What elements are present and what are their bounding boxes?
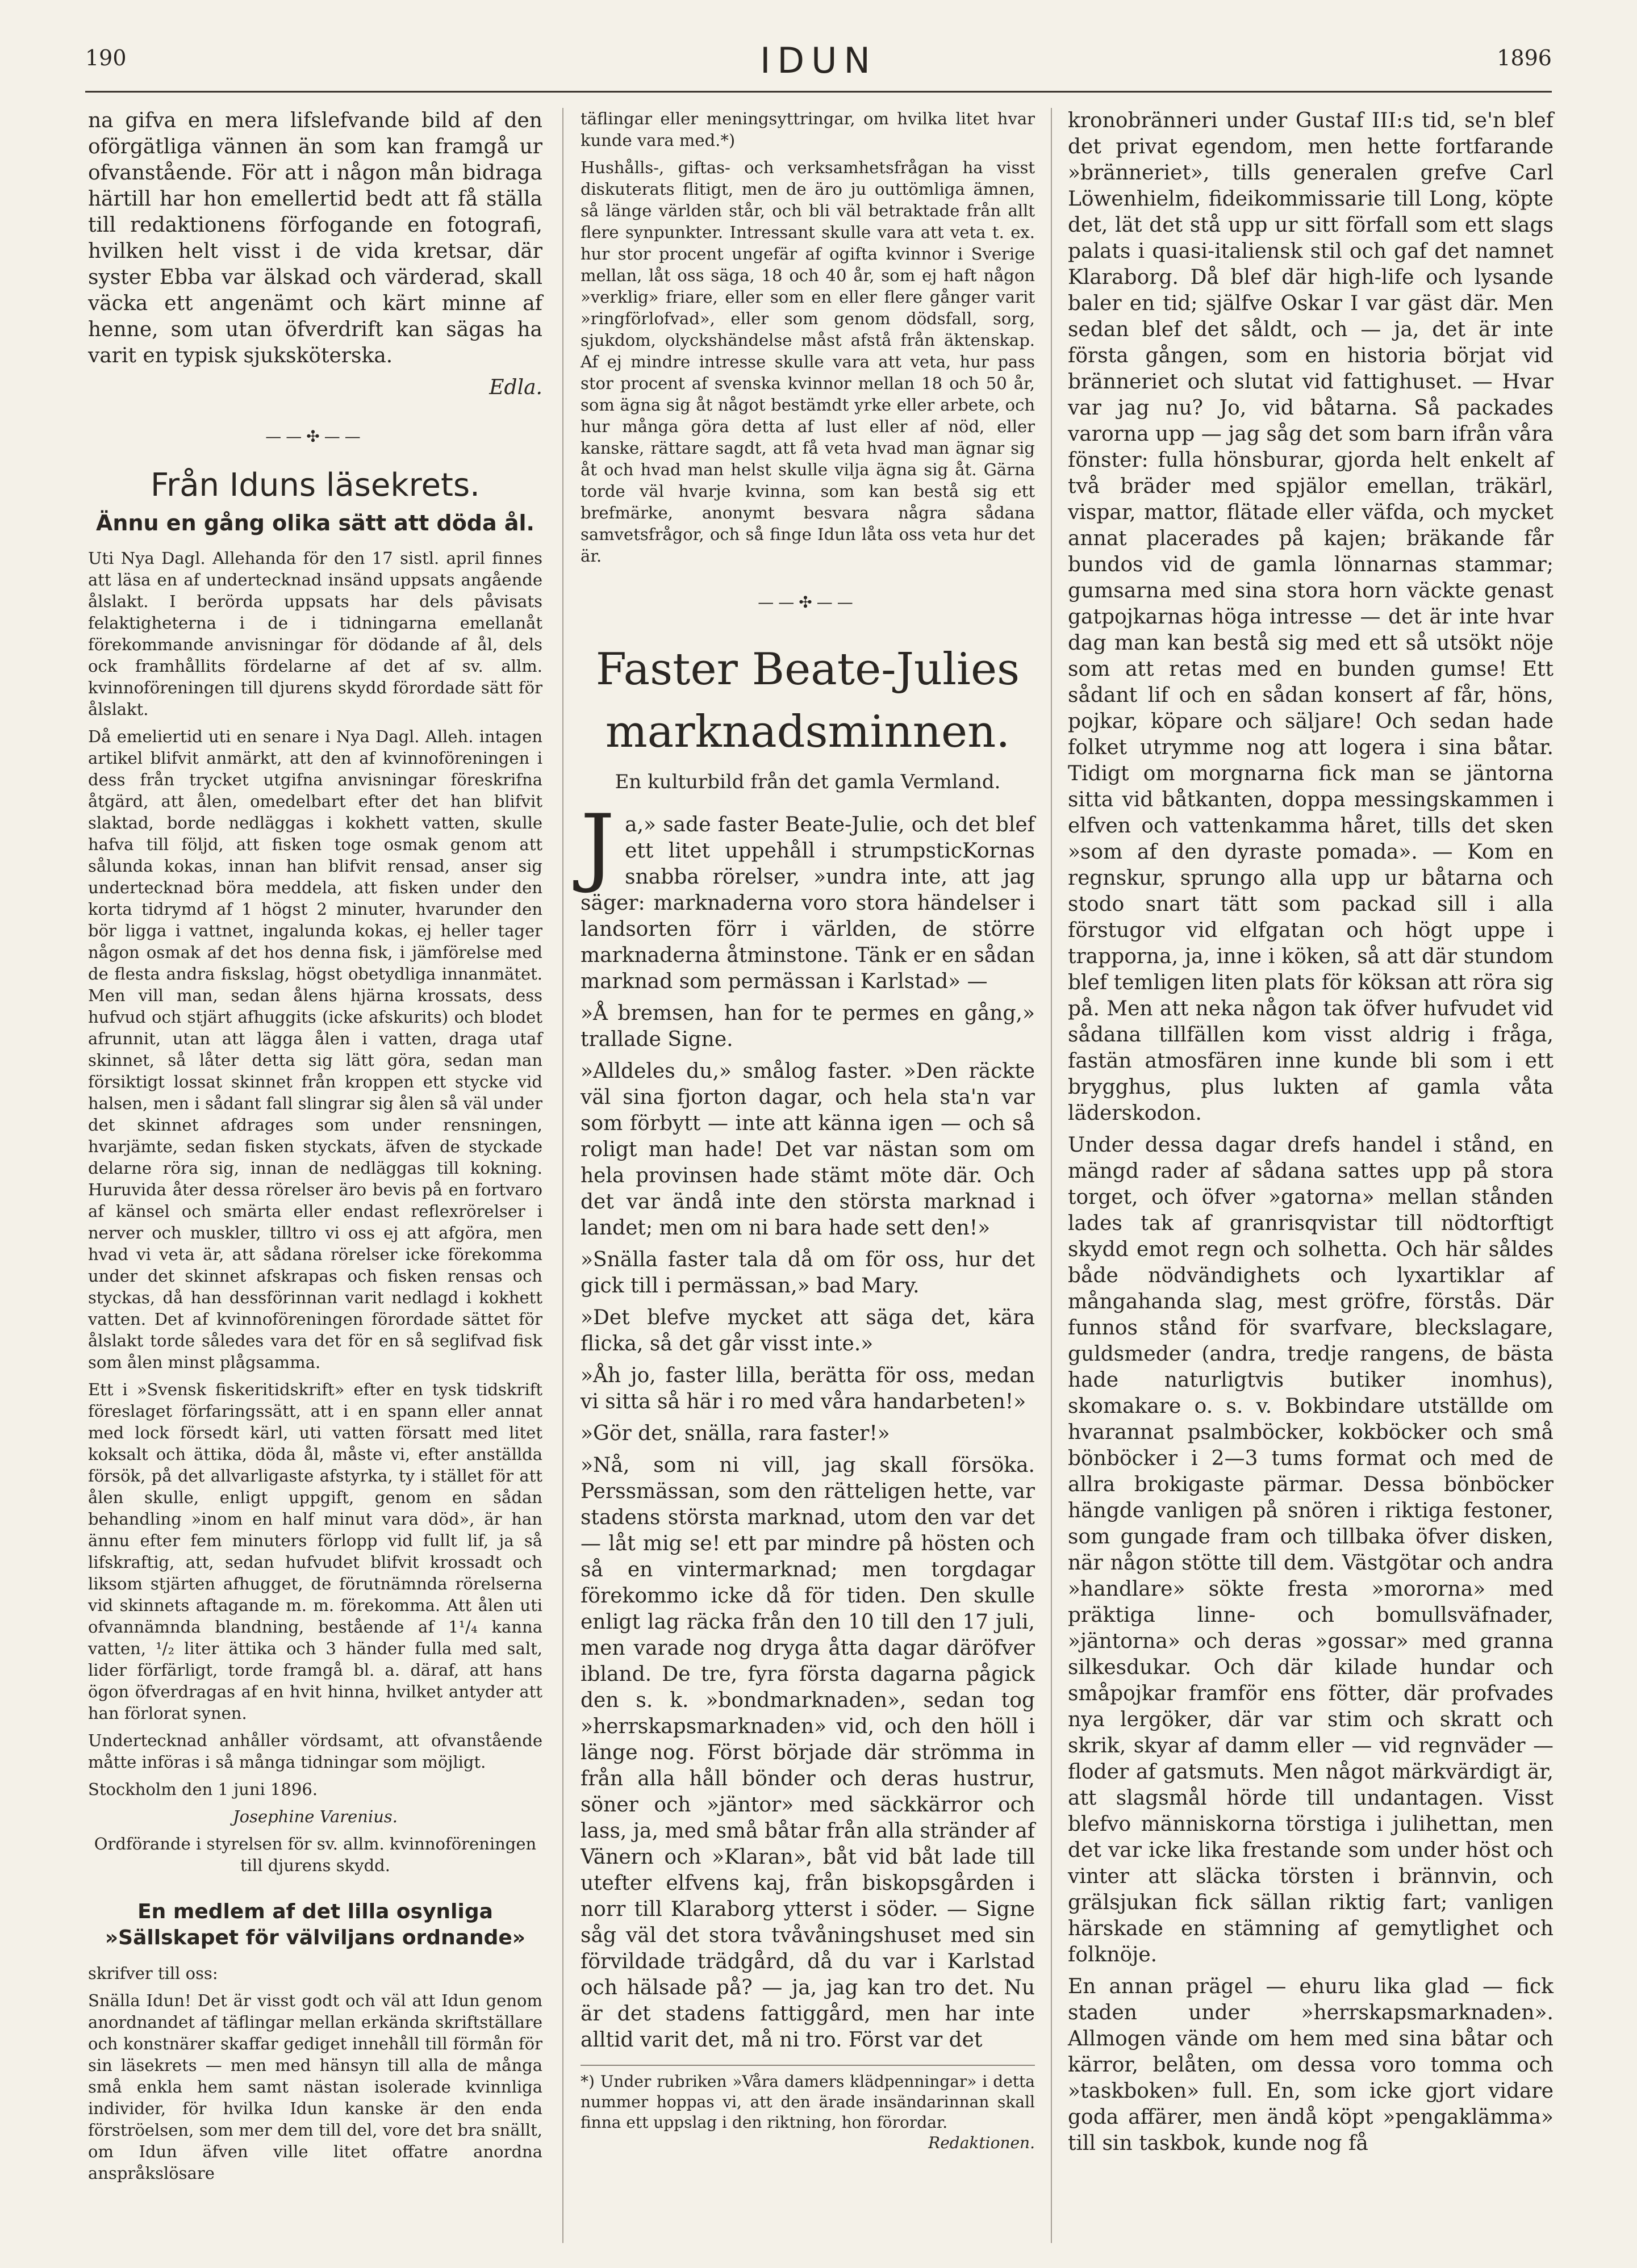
page-number: 190 [85,45,127,70]
year: 1896 [1497,45,1552,70]
section-title: Från Iduns läsekrets. [151,467,480,504]
story-title-line: Faster Beate-Julies [595,644,1020,695]
paragraph: »Gör det, snälla, rara faster!» [581,1422,890,1445]
signature-role: Ordförande i styrelsen för sv. allm. kvinnoföreningen till djurens skydd. [94,1834,537,1875]
column-divider [562,108,563,2243]
paragraph: skrifver till oss: [88,1964,218,1983]
paragraph: Då emeliertid uti en senare i Nya Dagl. Alleh. intagen artikel blifvit anmärkt, att den af kvinnoföreningen i dess från trycket utgifna anvisningar föreskrifna åtgärd, att ålen, omedelbart efter det han blifvit slaktad, borde nedläggas i kokhett vatten, skulle hafva till följd, att fisken toge osmak genom att sålunda kokas, innan han blifvit rensad, anser sig undertecknad böra meddela, att fisken under den korta tidrymd af 1 högst 2 minuter, hvarunder den bör ligga i vattnet, ingalunda kokas, ej heller tager någon osmak af det hos denna fisk, i jämförelse med de flesta andra fiskslag, högst obetydliga innanmätet. Men vill man, sedan ålens hjärna krossats, dess hufvud och stjärt afhuggits (icke afskurits) och blodet afrunnit, utan att lägga ålen i vatten, draga utaf skinnet, så låter detta sig lätt göra, sedan man försiktigt lossat skinnet från kroppen ett stycke vid halsen, men i sådant fall slingrar sig ålen så väl under det skinnet afdrages som under rensningen, hvarjämte, sedan fisken styckats, äfven de styckade delarne röra sig, innan de nedläggas till kokning. Huruvida åter dessa rörelser äro bevis på en fortvaro af känsel och smärta eller endast reflexrörelser i nerver och muskler, tilltro vi oss ej att afgöra, men hvad vi veta är, att sådana rörelser icke förekomma under det skinnet afskrapas och fisken rensas och styckas, då han dessförinnan varit nedlagd i kokhett vatten. Det af kvinnoföreningen förordade sättet för ålslakt torde således vara det för en så seglifvad fisk som ålen minst plågsamma. [88,727,542,1372]
paragraph: Snälla Idun! Det är visst godt och väl att Idun genom anordnandet af täflingar mellan erkända skriftställare och konstnärer skaffar gediget innehåll till förmån för sin läsekrets — men med hänsyn till alla de många små enkla hem samt nästan isolerade kvinnliga individer, för hvilka Idun kanske är den enda förströelsen, som mer dem till del, vore det bra snällt, om Idun äfven ville litet offatre anordna anspråkslösare [88,1991,542,2183]
drop-cap: J [581,797,615,896]
footnote-signature: Redaktionen. [928,2133,1035,2152]
paragraph: »Åh jo, faster lilla, berätta för oss, medan vi sitta så här i ro med våra handarbeten!» [581,1364,1035,1413]
header-rule [85,91,1552,93]
paragraph: na gifva en mera lifslefvande bild af den oförgätliga vännen än som kan framgå ur ofvanstående. För att i någon mån bidraga härtill har hon emellertid bedt att få ställa till redaktionens förfogande en fotografi, hvilken helt visst i de vida kretsar, där syster Ebba var älskad och värderad, skall väcka ett angenämt och kärt minne af henne, som utan öfverdrift kan sägas ha varit en typisk sjuksköterska. [88,109,542,367]
divider: ——✣—— [758,593,858,612]
paragraph: »Å bremsen, han for te permes en gång,» trallade Signe. [581,1002,1035,1051]
page-header [85,40,1552,91]
left-column [88,108,542,2190]
paragraph: täflingar eller meningsyttringar, om hvilka litet hvar kunde vara med.*) [581,109,1035,150]
paragraph: kronobränneri under Gustaf III:s tid, se'n blef det privat egendom, men hette fortfarande »bränneriet», tills generalen grefve Carl Löwenhielm, fideikommissarie till Long, köpte det, lät det stå upp ur sitt förfall som ett slags palats i quasi-italiensk stil och gaf det namnet Klaraborg. Då blef där high-life och lysande baler en tid; själfve Oskar I var gäst där. Men sedan blef det såldt, och — ja, det är inte första gången, som en historia börjat vid bränneriet och slutat vid fattighuset. — Hvar var jag nu? Jo, vid båtarna. Så packades varorna upp — jag såg det som barn ifrån våra fönster: fulla hönsburar, gjorda helt enkelt af två bräder med spjälor emellan, träkärl, vispar, mattor, flätade eller väfda, och mycket annat placerades på kajen; bräkande får bundos vid de gamla lönnarnas stammar; gumsarna med sina stora horn väckte genast gatpojkarnas höga intresse — det är inte hvar dag man kan bestå sig med ett så utsökt nöje som att retas med en bunden gumse! Ett sådant lif och en sådan konsert af får, höns, pojkar, köpare och säljare! Och sedan hade folket utrymme nog att logera i sina båtar. Tidigt om morgnarna fick man se jäntorna sitta vid båtkanten, doppa messingskammen i elfven och vattenkamma håret, tills det sken »som af den dyraste pomada». — Kom en regnskur, sprungo alla upp ur båtarna och stodo snart tätt som packad sill i alla förstugor vid elfgatan och högt uppe i trapporna, ja, inne i köken, så att där stundom blef temligen liten plats för köksan att röra sig på. Men att neka någon tak öfver hufvudet vid sådana tillfällen kom visst aldrig i fråga, fastän atmosfären inne kunde bli som i ett brygghus, plus lukten af gamla våta läderskodon. [1068,109,1554,1125]
story-subtitle: En kulturbild från det gamla Vermland. [615,771,1001,793]
paragraph: Under dessa dagar drefs handel i stånd, en mängd rader af sådana sattes upp på stora torget, och öfver »gatorna» mellan stånden lades tak af granrisqvistar till nödtorftigt skydd emot regn och solhetta. Och här såldes både nödvändighets och lyxartiklar af mångahanda slag, mest gröfre, förstås. Där funnos stånd för svarfvare, bleckslagare, guldsmeder (andra, tredje rangens, de bästa hade naturligtvis butiker inomhus), skomakare o. s. v. Bokbindare utställde om hvarannat psalmböcker, kokböcker och små bönböcker i 2—3 tums format och med de allra brokigaste pärmar. Dessa bönböcker hängde vanligen på snören i riktiga festoner, som gungade fram och tillbaka öfver disken, när någon stötte till dem. Västgötar och andra »handlare» sökte fresta »mororna» med präktiga linne- och bomullsväfnader, »jäntorna» och deras »gossar» med granna silkesdukar. Och där kilade hundar och småpojkar framför ens fötter, där profvades nya lergöker, där var stim och skratt och skrik, skyar af damm eller — vid regnväder — floder af gatsmuts. Men något märkvärdigt är, att slagsmål hörde till undantagen. Visst blefvo människorna törstiga i julihettan, men det var icke lika frestande som under höst och vinter att släcka törsten i brännvin, och grälsjukan fick sällan riktig fart; vanligen härskade en stämning af gemytlighet och folknöje. [1068,1133,1554,1966]
divider: ——✣—— [265,427,365,446]
column-divider [1051,108,1052,2243]
paragraph [581,797,1035,995]
footnote [581,2065,1035,2152]
paragraph: Uti Nya Dagl. Allehanda för den 17 sistl. april finnes att läsa en af undertecknad insänd uppsats angående ålslakt. I berörda uppsats har dels påvisats felaktigheterna i de i tidningarna emellanåt förekommande anvisningar för dödande af ål, dels ock framhållits fördelarne af det af sv. allm. kvinnoföreningen till djurens skydd förordade sätt för ålslakt. [88,549,542,719]
paragraph: »Snälla faster tala då om för oss, hur det gick till i permässan,» bad Mary. [581,1248,1035,1298]
paragraph-text: a,» sade faster Beate-Julie, och det blef ett litet uppehåll i strumpsticKornas snabba rörelser, »undra inte, att jag säger: marknaderna voro stora händelser i landsorten förr i världen, de större marknaderna åtminstone. Tänk er en sådan marknad som permässan i Karlstad» — [581,813,1035,993]
paragraph: »Det blefve mycket att säga det, kära flicka, så det går visst inte.» [581,1306,1035,1355]
story-title-line: marknadsminnen. [605,706,1010,758]
right-column [1068,108,1554,2162]
middle-column [581,108,1035,2153]
paragraph: »Nå, som ni vill, jag skall försöka. Perssmässan, som den rätteligen hette, var stadens största marknad, utom den var det — låt mig se! ett par mindre på hösten och så en vintermarknad; men torgdagar förekommo icke då för tiden. Den skulle enligt lag räcka från den 10 till den 17 juli, men varade nog dryga åtta dagar däröfver ibland. De tre, fyra första dagarna pågick den s. k. »bondmarknaden», sedan tog »herrskapsmarknaden» vid, och den höll i länge nog. Först började där strömma in från alla håll bönder och deras hustrur, söner och »jäntor» med säckkärror och lass, ja, med små båtar från alla stränder af Vänern och »Klaran», båt vid båt lade till utefter elfvens kaj, från biskopsgården i norr till Klaraborg ytterst i söder. — Signe såg väl det stora tvåvåningshuset med sin förvildade trädgård, då du var i Karlstad och hälsade på? — ja, jag kan tro det. Nu är det stadens fattiggård, men har inte alltid varit det, må ni tro. Först var det [581,1454,1035,2052]
paragraph: En annan prägel — ehuru lika glad — fick staden under »herrskapsmarknaden». Allmogen vände om hem med sina båtar och kärror, belåten, om dessa voro tomma och »taskboken» full. En, som icke gjort vidare goda affärer, men ändå köpt »pengaklämma» till sin taskbok, kunde nog få [1068,1975,1554,2155]
footnote-text: *) Under rubriken »Våra damers klädpenningar» i detta nummer hoppas vi, att den ärade insändarinnan skall finna ett uppslag i den riktning, hon förordar. [581,2072,1035,2132]
signature: Josephine Varenius. [232,1807,398,1826]
section-subtitle: Ännu en gång olika sätt att döda ål. [96,510,534,535]
place-date: Stockholm den 1 juni 1896. [88,1780,318,1799]
paragraph: Undertecknad anhåller vördsamt, att ofvanstående måtte införas i så många tidningar som möjligt. [88,1731,542,1772]
section-title: En medlem af det lilla osynliga »Sällskapet för välviljans ordnande» [105,1900,526,1949]
paragraph: Ett i »Svensk fiskeritidskrift» efter en tysk tidskrift föreslaget förfaringssätt, att i en spann eller annat med lock försedt kärl, uti vatten försatt med litet koksalt och ättika, döda ål, måste vi, efter anställda försök, på det allvarligaste afstyrka, ty i stället för att ålen skulle, enligt uppgift, genom en sådan behandling »inom en half minut vara död», är han ännu efter fem minuters förlopp vid fullt lif, ja så lifskraftig, att, sedan hufvudet blifvit krossadt och liksom stjärten afhugget, de förutnämnda rörelserna vid skinnets aftagande m. m. förekomma. Att ålen uti ofvannämnda blandning, bestående af 1¹/₄ kanna vatten, ¹/₂ liter ättika och 3 händer fulla med salt, lider förfärligt, torde framgå bl. a. däraf, att hans ögon öfverdragas af en hvit hinna, hvilket antyder att han förlorat synen. [88,1380,542,1723]
paragraph: »Alldeles du,» smålog faster. »Den räckte väl sina fjorton dagar, och hela sta'n var som förbytt — inte att känna igen — och så roligt man hade! Det var nästan som om hela provinsen hade stämt möte där. Och det var ändå inte den största marknad i landet; men om ni bara hade sett den!» [581,1060,1035,1240]
paragraph: Hushålls-, giftas- och verksamhetsfrågan ha visst diskuterats flitigt, men de äro ju outtömliga ämnen, så länge världen står, och bli väl betraktade från allt flere synpunkter. Intressant skulle vara att veta t. ex. hur stor procent ungefär af ogifta kvinnor i Sverige mellan, låt oss säga, 18 och 40 år, som ej haft någon »verklig» friare, eller som en eller flere gånger varit »ringförlofvad», eller som genom dödsfall, sorg, sjukdom, olyckshändelse måst afstå från äktenskap. Af ej mindre intresse skulle vara att veta, hur pass stor procent af svenska kvinnor mellan 18 och 50 år, som ägna sig åt något bestämdt yrke eller arbete, och hur många göra detta af lust eller af nöd, eller kanske, rättare sagdt, att få veta hvad man ägnar sig åt och hvad man helst skulle vilja ägna sig åt. Gärna torde väl hvarje kvinna, som kan bestå sig ett brefmärke, anonymt besvara några sådana samvetsfrågor, och så finge Idun låta oss veta hur det är. [581,158,1035,566]
story-title [581,638,1035,763]
masthead: IDUN [760,40,877,81]
signature: Edla. [489,376,542,399]
